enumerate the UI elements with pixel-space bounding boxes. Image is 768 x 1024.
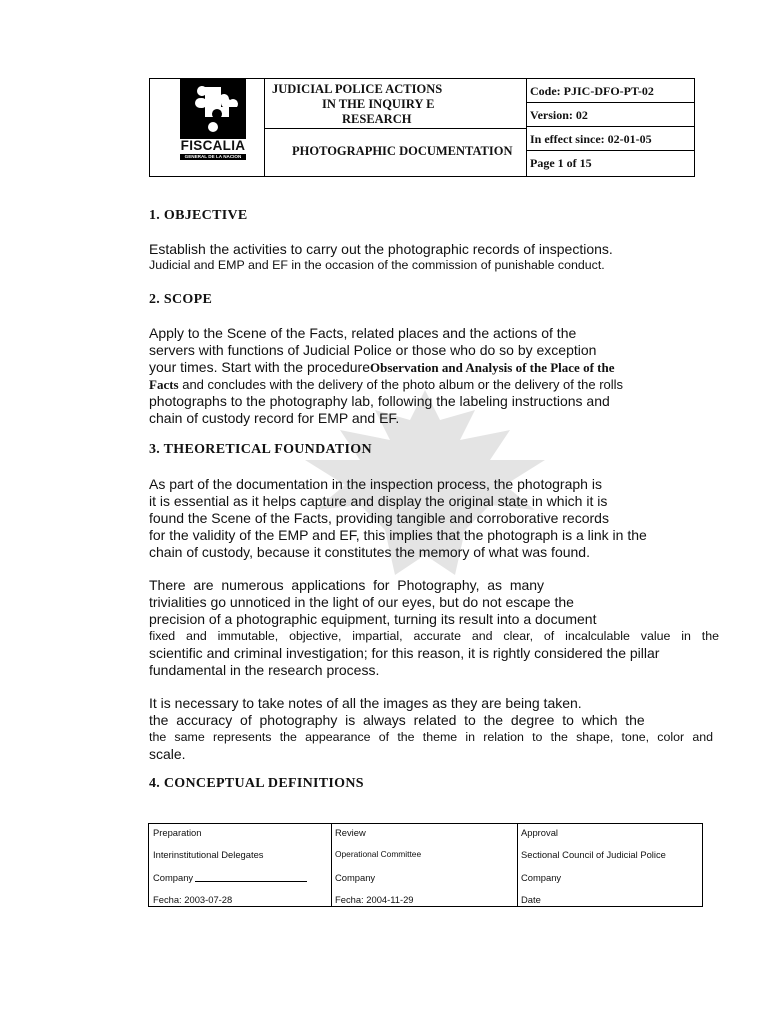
title-line-2: IN THE INQUIRY E — [322, 97, 435, 111]
logo-name: FISCALIA — [180, 138, 246, 153]
review-header: Review — [335, 827, 366, 838]
puzzle-piece-icon — [180, 79, 246, 139]
section-heading-objective: 1. OBJECTIVE — [149, 208, 248, 223]
p2-line-2: trivialities go unnoticed in the light of our eyes, but do not escape the — [149, 594, 574, 610]
p2-line-5: scientific and criminal investigation; for this reason, it is rightly considered the pillar — [149, 645, 660, 661]
p2-line-1: There are numerous applications for Photography, as many — [149, 577, 545, 593]
section-heading-conceptual-definitions: 4. CONCEPTUAL DEFINITIONS — [149, 776, 364, 791]
review-date: Fecha: 2004-11-29 — [335, 894, 414, 905]
foundation-paragraph-3 — [149, 695, 713, 763]
scope-line-1: Apply to the Scene of the Facts, related places and the actions of the — [149, 325, 577, 341]
scope-line-4 — [149, 376, 629, 393]
p3-line-3: the same represents the appearance of the theme in relation to the shape, tone, color and — [149, 730, 713, 744]
p1-line-1: As part of the documentation in the inspection process, the photograph is — [149, 476, 602, 492]
approval-header: Approval — [521, 827, 559, 838]
document-code: Code: PJIC-DFO-PT-02 — [526, 79, 694, 103]
p1-line-3: found the Scene of the Facts, providing tangible and corroborative records — [149, 510, 609, 526]
document-effective-date: In effect since: 02-01-05 — [526, 127, 694, 151]
preparation-header: Preparation — [153, 827, 202, 838]
approval-company: Company — [521, 872, 562, 883]
scope-line-4b: and concludes with the delivery of the photo album or the delivery of the rolls — [178, 377, 624, 392]
p3-line-1: It is necessary to take notes of all the images as they are being taken. — [149, 695, 582, 711]
p3-line-2: the accuracy of photography is always related to the degree to which the — [149, 712, 645, 728]
objective-line-1: Establish the activities to carry out the photographic records of inspections. — [149, 241, 613, 257]
scope-text — [149, 325, 629, 427]
scope-line-2: servers with functions of Judicial Police or those who do so by exception — [149, 342, 597, 358]
page-number: Page 1 of 15 — [530, 156, 592, 170]
fiscalia-logo — [180, 79, 246, 139]
procedure-name-end: Facts — [149, 377, 179, 392]
approval-column — [517, 824, 702, 906]
logo-cell — [150, 79, 265, 176]
approval-date: Date — [521, 894, 541, 905]
p3-line-4: scale. — [149, 746, 186, 762]
p2-line-3: precision of a photographic equipment, turning its result into a document — [149, 611, 597, 627]
review-company: Company — [335, 872, 376, 883]
p1-line-4: for the validity of the EMP and EF, this implies that the photograph is a link in the — [149, 527, 647, 543]
p2-line-6: fundamental in the research process. — [149, 662, 380, 678]
scope-line-3 — [149, 359, 629, 376]
foundation-paragraph-1 — [149, 476, 679, 561]
title-cell — [264, 79, 527, 176]
section-heading-theoretical-foundation: 3. THEORETICAL FOUNDATION — [149, 442, 372, 457]
document-subtitle: PHOTOGRAPHIC DOCUMENTATION — [292, 144, 513, 158]
objective-line-2: Judicial and EMP and EF in the occasion of the commission of punishable conduct. — [149, 258, 605, 272]
document-header-table — [149, 78, 695, 177]
objective-text — [149, 241, 719, 273]
preparation-who: Interinstitutional Delegates — [153, 849, 264, 860]
approval-who: Sectional Council of Judicial Police — [521, 849, 666, 860]
p2-line-4: fixed and immutable, objective, impartial, accurate and clear, of incalculable value in the — [149, 629, 719, 643]
approval-table — [148, 823, 703, 907]
preparation-date: Fecha: 2003-07-28 — [153, 894, 233, 905]
scope-line-3a: your times. Start with the procedure — [149, 359, 370, 375]
title-line-1: JUDICIAL POLICE ACTIONS — [272, 82, 443, 96]
section-heading-scope: 2. SCOPE — [149, 292, 213, 307]
procedure-name: Observation and Analysis of the Place of the — [370, 360, 615, 375]
logo-subtitle: GENERAL DE LA NACION — [180, 154, 246, 160]
title-line-3: RESEARCH — [342, 112, 412, 126]
p1-line-5: chain of custody, because it constitutes the memory of what was found. — [149, 544, 590, 560]
foundation-paragraph-2 — [149, 577, 719, 679]
document-version: Version: 02 — [526, 103, 694, 127]
document-title — [264, 79, 526, 129]
p1-line-2: it is essential as it helps capture and display the original state in which it is — [149, 493, 608, 509]
document-meta-cell — [526, 79, 694, 176]
review-who: Operational Committee — [335, 849, 422, 859]
review-column — [331, 824, 518, 906]
scope-line-5: photographs to the photography lab, following the labeling instructions and — [149, 393, 610, 409]
preparation-column — [149, 824, 332, 906]
scope-line-6: chain of custody record for EMP and EF. — [149, 410, 400, 426]
signature-line — [195, 881, 307, 882]
preparation-company: Company — [153, 872, 194, 883]
